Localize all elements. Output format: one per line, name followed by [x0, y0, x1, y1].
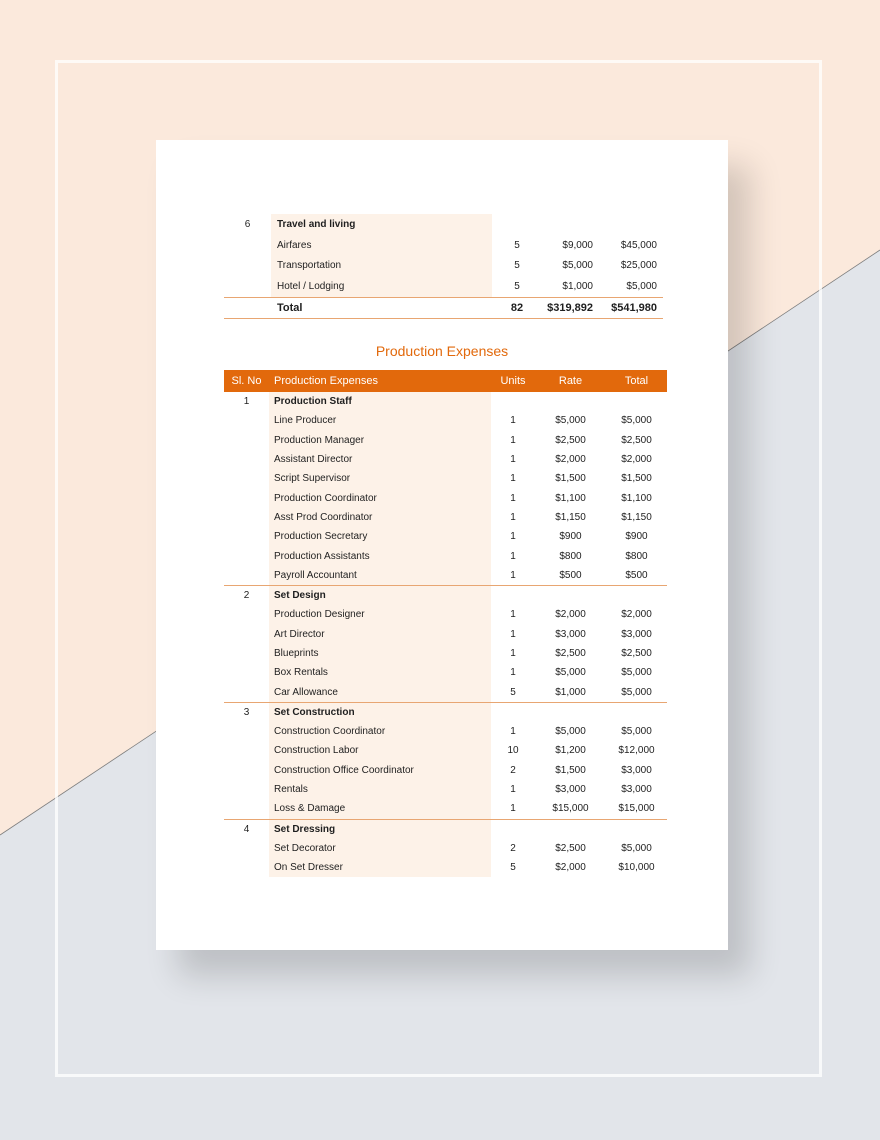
table-row-group-heading: [224, 214, 663, 235]
item-name: Box Rentals: [269, 663, 491, 682]
item-name: Construction Coordinator: [269, 722, 491, 741]
item-name: Assistant Director: [269, 450, 491, 469]
group-number: 3: [243, 706, 250, 718]
item-units: 5: [514, 260, 520, 272]
item-total: $5,000: [626, 280, 657, 292]
table-row: [224, 625, 667, 644]
item-rate: $2,000: [555, 862, 586, 874]
item-name: On Set Dresser: [269, 858, 491, 877]
item-units: 1: [510, 415, 516, 427]
item-units: 1: [510, 784, 516, 796]
item-name: Blueprints: [269, 644, 491, 663]
table-row-group-heading: [224, 585, 667, 605]
item-total: $5,000: [606, 682, 667, 702]
item-rate: $2,000: [555, 454, 586, 466]
table-row: [224, 605, 667, 624]
total-amount: $541,980: [601, 297, 663, 318]
production-table-body: [224, 392, 667, 877]
group-number: 6: [244, 218, 251, 230]
item-name: Rentals: [269, 780, 491, 799]
item-units: 1: [510, 454, 516, 466]
table-row: [224, 527, 667, 546]
table-row: [224, 235, 663, 256]
item-rate: $5,000: [555, 726, 586, 738]
item-rate: $1,100: [555, 492, 586, 504]
table-row: [224, 411, 667, 430]
item-total: $900: [625, 531, 648, 543]
item-total: $3,000: [621, 628, 652, 640]
group-heading: Set Design: [269, 585, 491, 605]
table-row: [224, 469, 667, 488]
table-row: [224, 799, 667, 819]
item-total: $2,500: [621, 648, 652, 659]
item-units: 1: [491, 566, 535, 586]
item-total: $5,000: [621, 842, 652, 854]
table-row: [224, 858, 667, 877]
item-name: Production Secretary: [269, 527, 491, 546]
item-rate: $5,000: [562, 260, 593, 272]
item-total: $2,500: [621, 434, 652, 446]
item-name: Production Manager: [269, 431, 491, 450]
item-name: Line Producer: [269, 411, 491, 430]
item-units: 1: [510, 492, 516, 504]
item-units: 1: [510, 473, 516, 485]
item-units: 1: [491, 799, 535, 819]
table-row: [224, 741, 667, 760]
item-rate: $2,500: [555, 434, 586, 446]
item-total: $5,000: [621, 667, 652, 679]
item-units: 5: [514, 280, 520, 292]
item-rate: $1,500: [555, 473, 586, 485]
item-total: $10,000: [618, 862, 655, 874]
item-rate: $1,500: [555, 764, 586, 776]
item-rate: $1,200: [555, 745, 586, 757]
item-units: 2: [510, 764, 516, 776]
item-rate: $3,000: [555, 784, 586, 796]
table-row: [224, 644, 667, 663]
table-row: [224, 761, 667, 780]
group-number: 2: [243, 590, 250, 602]
table-row: [224, 722, 667, 741]
table-row: [224, 780, 667, 799]
group-heading: Set Dressing: [269, 819, 491, 839]
item-total: $5,000: [621, 415, 652, 427]
table-row: [224, 431, 667, 450]
column-header-units: Units: [491, 370, 535, 392]
table-row: [224, 276, 663, 297]
group-number: 4: [243, 823, 250, 835]
item-units: 1: [510, 531, 516, 543]
item-rate: $2,000: [555, 609, 586, 621]
table-row: [224, 682, 667, 702]
item-rate: $1,000: [535, 682, 606, 702]
table-row: [224, 566, 667, 586]
item-total: $15,000: [606, 799, 667, 819]
item-total: $3,000: [621, 764, 652, 776]
item-rate: $3,000: [555, 628, 586, 640]
group-heading: Set Construction: [269, 702, 491, 722]
item-total: $1,500: [621, 473, 652, 485]
table-row-group-heading: [224, 392, 667, 411]
table-row: [224, 488, 667, 507]
item-name: Set Decorator: [269, 839, 491, 858]
total-label: Total: [271, 297, 492, 318]
group-heading: Travel and living: [271, 214, 492, 235]
item-total: $2,000: [621, 454, 652, 466]
section-title: Production Expenses: [375, 343, 509, 359]
item-name: Loss & Damage: [269, 799, 491, 819]
table-row: [224, 546, 667, 565]
item-units: 1: [510, 511, 516, 523]
item-units: 1: [510, 628, 516, 640]
item-units: 1: [510, 648, 516, 659]
item-name: Construction Labor: [269, 741, 491, 760]
item-rate: $1,000: [562, 280, 593, 292]
table-row: [224, 663, 667, 682]
item-rate: $2,500: [555, 648, 586, 659]
column-header-rate: Rate: [535, 370, 606, 392]
item-name: Car Allowance: [269, 682, 491, 702]
item-total: $3,000: [621, 784, 652, 796]
item-name: Payroll Accountant: [269, 566, 491, 586]
item-total: $1,150: [621, 511, 652, 523]
item-total: $25,000: [620, 260, 657, 272]
item-name: Construction Office Coordinator: [269, 761, 491, 780]
item-name: Art Director: [269, 625, 491, 644]
item-units: 5: [514, 239, 520, 251]
item-total: $1,100: [621, 492, 652, 504]
item-rate: $15,000: [535, 799, 606, 819]
table-row: [224, 255, 663, 276]
item-units: 5: [491, 682, 535, 702]
item-units: 1: [510, 434, 516, 446]
group-number: 1: [243, 396, 250, 408]
item-name: Asst Prod Coordinator: [269, 508, 491, 527]
item-total: $800: [625, 550, 648, 562]
item-rate: $5,000: [555, 415, 586, 427]
table-header-row: [224, 370, 667, 392]
item-units: 1: [510, 726, 516, 738]
table-row: [224, 839, 667, 858]
item-rate: $1,150: [555, 511, 586, 523]
item-total: $2,000: [621, 609, 652, 621]
item-units: 1: [510, 609, 516, 621]
group-heading: Production Staff: [269, 392, 491, 411]
table-row-group-heading: [224, 702, 667, 722]
item-rate: $5,000: [555, 667, 586, 679]
item-name: Transportation: [271, 255, 492, 276]
item-units: 1: [510, 550, 516, 562]
table-row: [224, 508, 667, 527]
item-rate: $500: [535, 566, 606, 586]
item-units: 2: [510, 842, 516, 854]
document-page: [156, 140, 728, 950]
item-name: Production Designer: [269, 605, 491, 624]
travel-table: [224, 214, 663, 319]
item-rate: $900: [559, 531, 582, 543]
item-rate: $9,000: [562, 239, 593, 251]
item-name: Airfares: [271, 235, 492, 256]
item-rate: $2,500: [555, 842, 586, 854]
item-units: 10: [507, 745, 519, 757]
table-row-group-heading: [224, 819, 667, 839]
item-total: $5,000: [621, 726, 652, 738]
item-total: $45,000: [620, 239, 657, 251]
column-header-item: Production Expenses: [269, 370, 491, 392]
item-units: 1: [510, 667, 516, 679]
item-name: Hotel / Lodging: [271, 276, 492, 297]
column-header-no: Sl. No: [224, 370, 269, 392]
item-total: $12,000: [618, 745, 655, 757]
item-units: 5: [510, 862, 516, 874]
column-header-total: Total: [606, 370, 667, 392]
item-rate: $800: [559, 550, 582, 562]
item-name: Production Assistants: [269, 546, 491, 565]
total-rate: $319,892: [542, 297, 601, 318]
item-total: $500: [606, 566, 667, 586]
total-units: 82: [492, 297, 542, 318]
item-name: Production Coordinator: [269, 488, 491, 507]
item-name: Script Supervisor: [269, 469, 491, 488]
production-expenses-table: [224, 370, 667, 877]
table-row: [224, 450, 667, 469]
total-row: [224, 297, 663, 318]
